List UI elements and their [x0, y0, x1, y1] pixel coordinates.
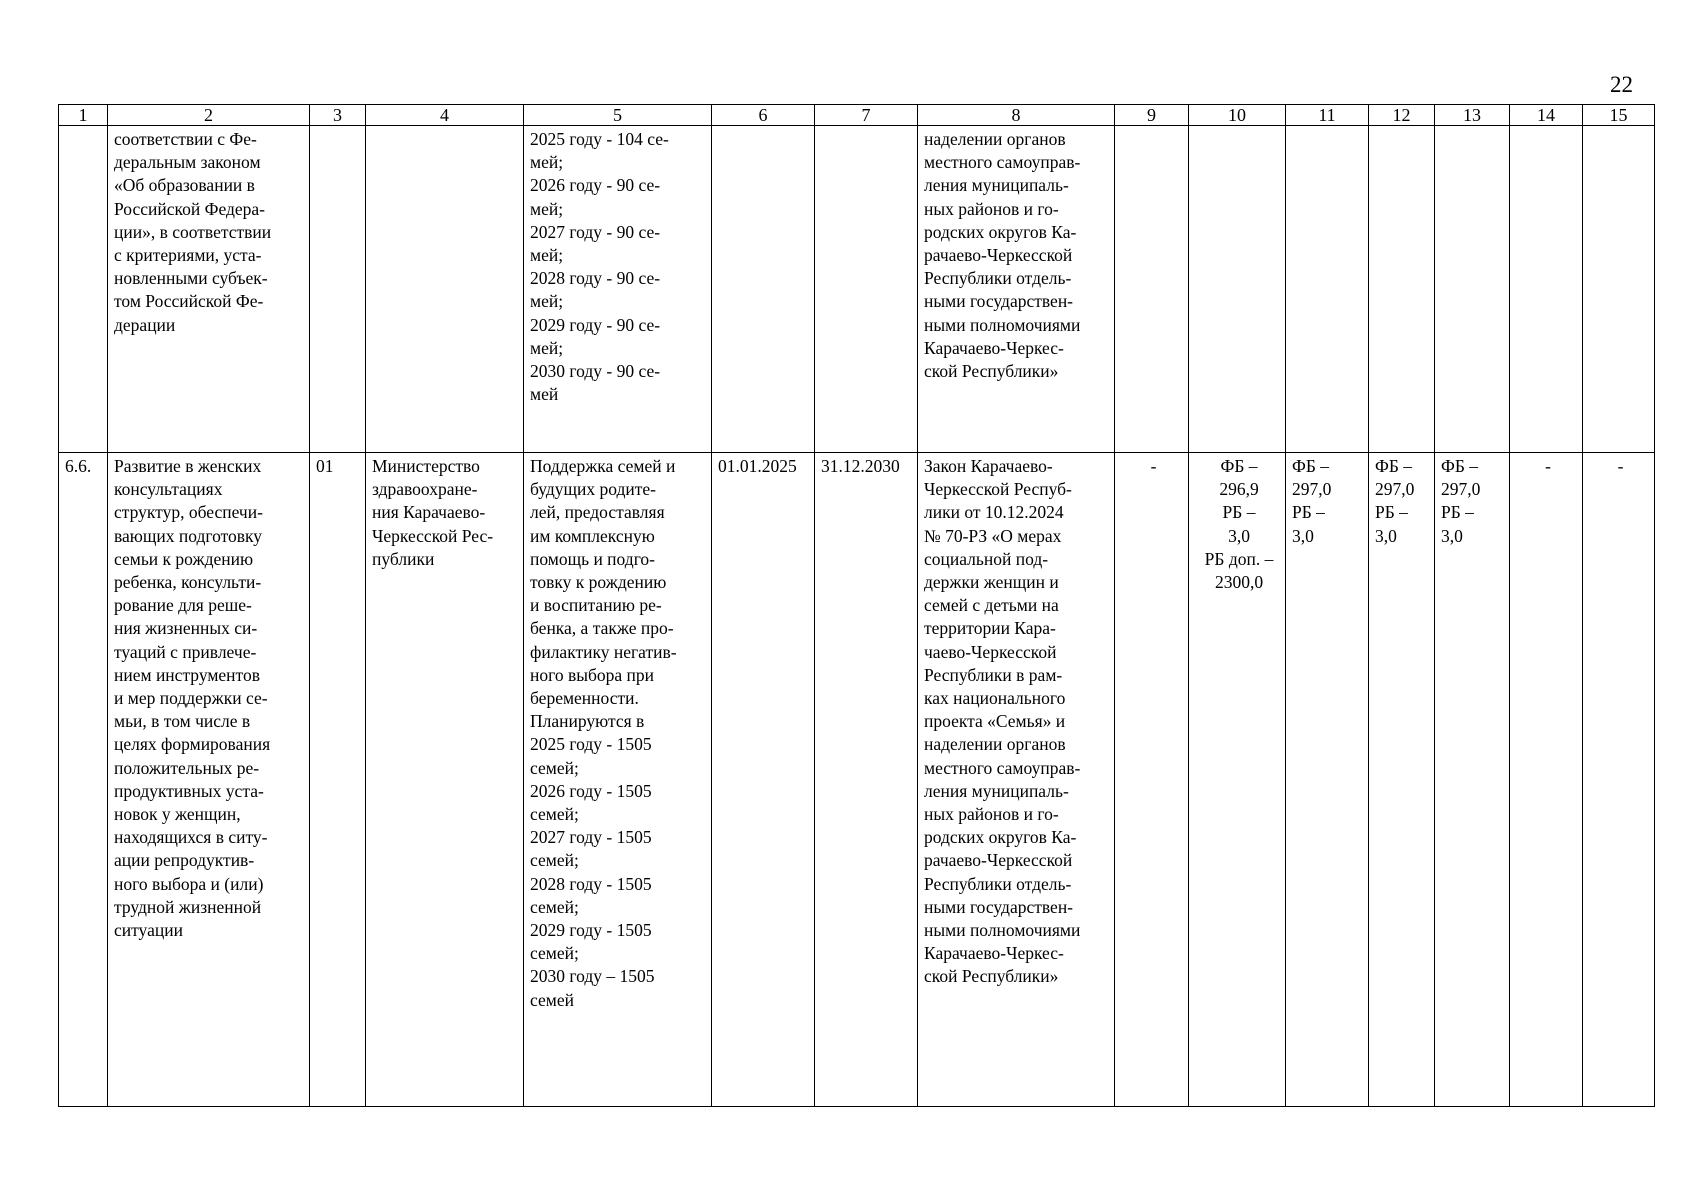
cell-number: [59, 126, 108, 453]
cell-line: и мер поддержки се-: [114, 688, 268, 709]
cell-line: -: [1617, 456, 1624, 476]
cell-line: 3,0: [1292, 525, 1314, 546]
cell-line: семей: [530, 989, 574, 1010]
cell-text: [1583, 453, 1654, 480]
cell-text: [108, 126, 309, 339]
cell-line: деральным законом: [114, 152, 261, 173]
cell-line: рачаево-Черкесской: [924, 245, 1073, 266]
cell-line: беременности.: [530, 688, 639, 709]
col-header-8: 8: [918, 105, 1115, 126]
cell-line: 2026 году - 90 се-: [530, 175, 661, 196]
cell-text: [815, 453, 917, 480]
cell-line: ФБ –: [1292, 456, 1329, 476]
cell-line: Республики в рам-: [924, 664, 1063, 685]
cell-col-12: [1369, 126, 1435, 453]
cell-line: целях формирования: [114, 734, 271, 755]
cell-line: новленными субъек-: [114, 268, 268, 289]
cell-col-9: [1115, 453, 1189, 1107]
cell-text: [1189, 126, 1285, 130]
cell-line: том Российской Фе-: [114, 291, 264, 312]
cell-line: РБ –: [1222, 502, 1256, 523]
col-header-15: 15: [1583, 105, 1655, 126]
cell-line: Карачаево-Черкес-: [924, 337, 1064, 358]
col-header-12: 12: [1369, 105, 1435, 126]
cell-col-15: [1583, 126, 1655, 453]
col-header-3: 3: [310, 105, 366, 126]
col-header-10: 10: [1189, 105, 1286, 126]
cell-line: с критериями, уста-: [114, 245, 262, 266]
cell-line: мей;: [530, 337, 564, 358]
cell-line: 3,0: [1228, 525, 1250, 546]
cell-code: [310, 453, 366, 1107]
cell-line: наделении органов: [924, 129, 1066, 149]
cell-line: Карачаево-Черкес-: [924, 943, 1064, 964]
cell-line: новок у женщин,: [114, 804, 241, 825]
cell-line: туаций с привлече-: [114, 641, 257, 662]
cell-text: [1115, 453, 1188, 480]
cell-line: мей;: [530, 198, 564, 219]
cell-line: 2027 году - 90 се-: [530, 221, 661, 242]
cell-line: семей;: [530, 850, 579, 871]
col-header-1: 1: [59, 105, 108, 126]
cell-line: здравоохране-: [372, 479, 478, 500]
cell-line: наделении органов: [924, 734, 1066, 755]
cell-line: ской Республики»: [924, 966, 1059, 987]
cell-col-9: [1115, 126, 1189, 453]
cell-line: мей;: [530, 291, 564, 312]
cell-line: Черкесской Рес-: [372, 525, 494, 546]
cell-line: РБ доп. –: [1204, 548, 1274, 569]
cell-text: [712, 126, 814, 130]
cell-line: лики от 10.12.2024: [924, 502, 1064, 523]
cell-line: Развитие в женских: [114, 456, 262, 476]
cell-line: вающих подготовку: [114, 525, 263, 546]
cell-line: социальной под-: [924, 548, 1049, 569]
cell-line: ных районов и го-: [924, 198, 1059, 219]
cell-line: семей;: [530, 757, 579, 778]
cell-line: помощь и подго-: [530, 548, 656, 569]
cell-line: бенка, а также про-: [530, 618, 674, 639]
cell-text: [1510, 453, 1582, 480]
cell-line: товку к рождению: [530, 572, 667, 593]
cell-text: [1369, 126, 1434, 130]
cell-text: [1435, 126, 1509, 130]
cell-line: им комплексную: [530, 525, 655, 546]
cell-line: Министерство: [372, 456, 480, 476]
cell-line: родских округов Ка-: [924, 827, 1077, 848]
cell-line: 2028 году - 1505: [530, 873, 652, 894]
cell-text: [524, 126, 711, 408]
cell-text: [59, 126, 107, 130]
cell-line: будущих родите-: [530, 479, 657, 500]
cell-description: [524, 126, 712, 453]
cell-line: ными государствен-: [924, 896, 1074, 917]
cell-line: положительных ре-: [114, 757, 260, 778]
cell-line: ными государствен-: [924, 291, 1074, 312]
cell-line: ными полномочиями: [924, 314, 1081, 335]
cell-col-11: [1286, 126, 1369, 453]
cell-col-14: [1510, 126, 1583, 453]
cell-line: ации репродуктив-: [114, 850, 255, 871]
cell-line: ного выбора при: [530, 664, 655, 685]
cell-line: 297,0: [1375, 479, 1415, 500]
cell-line: 6.6.: [65, 456, 92, 476]
cell-line: 2027 году - 1505: [530, 827, 652, 848]
cell-line: ления муниципаль-: [924, 175, 1069, 196]
cell-line: 297,0: [1292, 479, 1332, 500]
cell-line: ния жизненных си-: [114, 618, 258, 639]
table-row: [59, 453, 1655, 1107]
cell-col-13: [1435, 126, 1510, 453]
cell-col-11: [1286, 453, 1369, 1107]
cell-line: публики: [372, 548, 435, 569]
col-header-14: 14: [1510, 105, 1583, 126]
cell-end-date: [815, 453, 918, 1107]
cell-line: территории Кара-: [924, 618, 1056, 639]
cell-line: родских округов Ка-: [924, 221, 1077, 242]
cell-line: филактику негатив-: [530, 641, 677, 662]
cell-line: семей с детьми на: [924, 595, 1059, 616]
cell-line: «Об образовании в: [114, 175, 255, 196]
cell-line: ния Карачаево-: [372, 502, 486, 523]
cell-text: [366, 453, 523, 573]
cell-line: Российской Федера-: [114, 198, 265, 219]
col-header-6: 6: [712, 105, 815, 126]
cell-end-date: [815, 126, 918, 453]
cell-line: семей;: [530, 804, 579, 825]
cell-activity-name: [108, 126, 310, 453]
cell-description: [524, 453, 712, 1107]
cell-line: продуктивных уста-: [114, 780, 264, 801]
cell-line: 01: [316, 456, 334, 476]
cell-text: [1435, 453, 1509, 550]
cell-line: 2025 году - 1505: [530, 734, 652, 755]
cell-line: проекта «Семья» и: [924, 711, 1066, 732]
cell-line: ления муниципаль-: [924, 780, 1069, 801]
cell-col-10: [1189, 453, 1286, 1107]
cell-line: держки женщин и: [924, 572, 1059, 593]
cell-line: ФБ –: [1441, 456, 1478, 476]
col-header-9: 9: [1115, 105, 1189, 126]
cell-executor: [366, 126, 524, 453]
cell-line: Поддержка семей и: [530, 456, 676, 476]
cell-line: ФБ –: [1220, 456, 1258, 476]
program-table: [58, 104, 1655, 1107]
cell-line: местного самоуправ-: [924, 757, 1081, 778]
cell-line: структур, обеспечи-: [114, 502, 263, 523]
cell-col-13: [1435, 453, 1510, 1107]
cell-line: 2030 году - 90 се-: [530, 361, 661, 382]
page-number: 22: [1610, 72, 1633, 97]
cell-line: ции», в соответствии: [114, 221, 272, 242]
cell-line: лей, предоставляя: [530, 502, 665, 523]
cell-executor: [366, 453, 524, 1107]
cell-line: 3,0: [1441, 525, 1463, 546]
cell-start-date: [712, 453, 815, 1107]
cell-start-date: [712, 126, 815, 453]
cell-col-12: [1369, 453, 1435, 1107]
cell-text: [310, 453, 365, 480]
cell-code: [310, 126, 366, 453]
cell-line: 2026 году - 1505: [530, 780, 652, 801]
cell-line: 2029 году - 1505: [530, 920, 652, 941]
cell-activity-name: [108, 453, 310, 1107]
cell-line: -: [1545, 456, 1551, 476]
cell-line: РБ –: [1375, 502, 1408, 523]
cell-line: 3,0: [1375, 525, 1397, 546]
cell-line: 2028 году - 90 се-: [530, 268, 661, 289]
cell-line: рачаево-Черкесской: [924, 850, 1073, 871]
cell-line: ситуации: [114, 920, 183, 941]
col-header-4: 4: [366, 105, 524, 126]
cell-line: РБ –: [1292, 502, 1325, 523]
cell-text: [310, 126, 365, 130]
cell-text: [524, 453, 711, 1014]
col-header-11: 11: [1286, 105, 1369, 126]
cell-line: 2025 году - 104 се-: [530, 129, 669, 149]
cell-line: семей;: [530, 896, 579, 917]
cell-line: 31.12.2030: [821, 456, 900, 476]
cell-text: [1286, 453, 1368, 550]
cell-line: Закон Карачаево-: [924, 456, 1053, 476]
cell-line: Планируются в: [530, 711, 645, 732]
cell-line: 01.01.2025: [718, 456, 797, 476]
cell-text: [59, 453, 107, 480]
cell-text: [1583, 126, 1654, 130]
cell-line: ках национального: [924, 688, 1066, 709]
cell-text: [366, 126, 523, 130]
header-row: [59, 105, 1655, 126]
table-row: [59, 126, 1655, 453]
cell-line: 297,0: [1441, 479, 1481, 500]
cell-text: [1189, 453, 1285, 596]
cell-line: соответствии с Фе-: [114, 129, 257, 149]
cell-line: местного самоуправ-: [924, 152, 1081, 173]
col-header-2: 2: [108, 105, 310, 126]
cell-line: Черкесской Респуб-: [924, 479, 1072, 500]
cell-line: мей;: [530, 245, 564, 266]
cell-line: трудной жизненной: [114, 896, 262, 917]
cell-line: дерации: [114, 314, 176, 335]
cell-line: 2030 году – 1505: [530, 966, 655, 987]
cell-line: семьи к рождению: [114, 548, 254, 569]
cell-line: Республики отдель-: [924, 873, 1072, 894]
cell-line: ными полномочиями: [924, 920, 1081, 941]
cell-line: РБ –: [1441, 502, 1474, 523]
cell-line: мей: [530, 384, 559, 405]
cell-line: семей;: [530, 943, 579, 964]
cell-text: [108, 453, 309, 944]
cell-line: 2029 году - 90 се-: [530, 314, 661, 335]
col-header-13: 13: [1435, 105, 1510, 126]
cell-text: [712, 453, 814, 480]
cell-line: мей;: [530, 152, 564, 173]
cell-line: и воспитанию ре-: [530, 595, 662, 616]
cell-line: 296,9: [1219, 479, 1259, 500]
cell-line: находящихся в ситу-: [114, 827, 268, 848]
cell-text: [1115, 126, 1188, 130]
cell-line: ской Республики»: [924, 361, 1059, 382]
cell-line: Республики отдель-: [924, 268, 1072, 289]
cell-line: ФБ –: [1375, 456, 1412, 476]
cell-number: [59, 453, 108, 1107]
cell-text: [1286, 126, 1368, 130]
cell-text: [1510, 126, 1582, 130]
cell-col-10: [1189, 126, 1286, 453]
cell-line: 2300,0: [1214, 572, 1264, 593]
cell-line: № 70-РЗ «О мерах: [924, 525, 1062, 546]
cell-line: консультациях: [114, 479, 223, 500]
cell-line: рование для реше-: [114, 595, 252, 616]
cell-legal-basis: [918, 453, 1115, 1107]
cell-line: ребенка, консульти-: [114, 572, 262, 593]
cell-line: чаево-Черкесской: [924, 641, 1057, 662]
cell-line: ного выбора и (или): [114, 873, 264, 894]
cell-text: [918, 453, 1114, 991]
cell-line: мьи, в том числе в: [114, 711, 251, 732]
col-header-5: 5: [524, 105, 712, 126]
cell-line: ных районов и го-: [924, 804, 1059, 825]
cell-text: [1369, 453, 1434, 550]
cell-line: -: [1150, 456, 1157, 476]
cell-text: [918, 126, 1114, 385]
cell-text: [815, 126, 917, 130]
cell-col-15: [1583, 453, 1655, 1107]
col-header-7: 7: [815, 105, 918, 126]
cell-legal-basis: [918, 126, 1115, 453]
cell-line: нием инструментов: [114, 664, 260, 685]
cell-col-14: [1510, 453, 1583, 1107]
